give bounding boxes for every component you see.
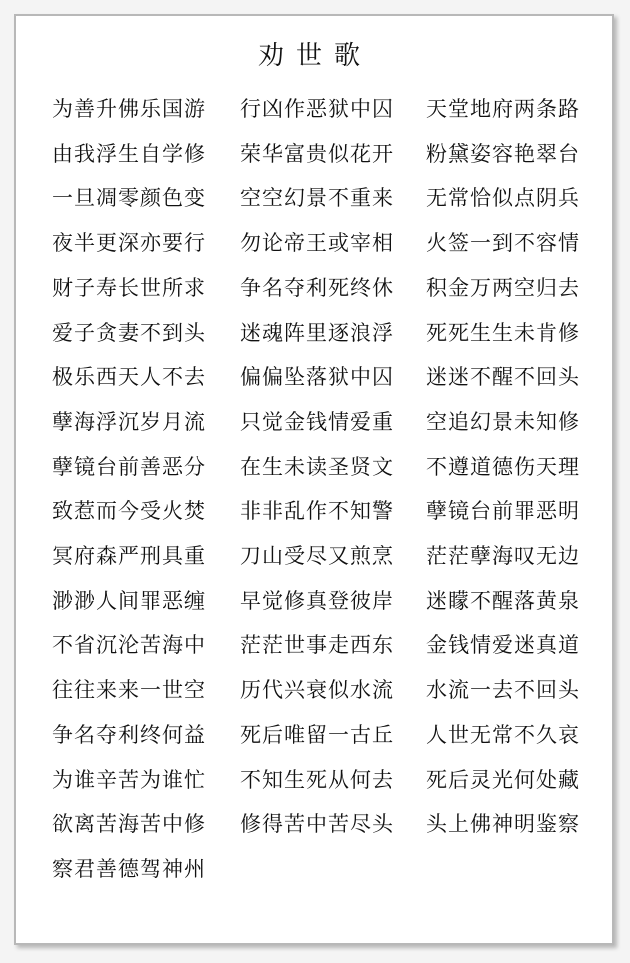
verse-line: 行凶作恶狱中囚 [240, 97, 394, 121]
verse-line: 金钱情爱迷真道 [426, 633, 580, 658]
verse-line: 天堂地府两条路 [426, 97, 580, 121]
verse-line: 迷迷不醒不回头 [426, 365, 580, 390]
verse-line: 勿论帝王或宰相 [240, 231, 394, 256]
verse-line: 孽镜台前善恶分 [52, 454, 206, 479]
verse-line: 不省沉沦苦海中 [52, 633, 206, 658]
verse-line: 为善升佛乐国游 [52, 97, 206, 121]
verse-line: 无常恰似点阴兵 [426, 186, 580, 211]
verse-line: 财子寿长世所求 [52, 275, 206, 300]
verse-line: 水流一去不回头 [426, 678, 580, 703]
verse-line: 迷魂阵里逐浪浮 [240, 320, 394, 345]
verse-line: 不遵道德伤天理 [426, 454, 580, 479]
verse-line: 迷矇不醒落黄泉 [426, 588, 580, 613]
verse-line: 茫茫孽海叹无边 [426, 544, 580, 568]
verse-line: 火签一到不容情 [426, 231, 580, 256]
verse-line: 爱子贪妻不到头 [52, 320, 206, 345]
verse-line: 荣华富贵似花开 [240, 141, 394, 166]
verse-line: 致惹而今受火焚 [52, 499, 206, 524]
verse-line: 非非乱作不知警 [240, 499, 394, 524]
verse-line: 欲离苦海苦中修 [52, 812, 206, 837]
verse-line: 人世无常不久哀 [426, 722, 580, 747]
verse-line: 一旦凋零颜色变 [52, 186, 206, 211]
page-title: 劝世歌 [257, 41, 372, 71]
verse-line: 争名夺利死终休 [240, 275, 394, 300]
verse-line: 死后灵光何处藏 [426, 767, 580, 792]
verse-line: 在生未读圣贤文 [240, 454, 394, 479]
verse-line: 渺渺人间罪恶缠 [52, 588, 206, 613]
verse-line: 争名夺利终何益 [52, 722, 206, 747]
verse-line: 冥府森严刑具重 [52, 544, 206, 568]
verse-line: 茫茫世事走西东 [240, 633, 394, 658]
verse-line: 由我浮生自学修 [52, 141, 206, 166]
verse-line: 早觉修真登彼岸 [240, 588, 394, 613]
verse-line: 头上佛神明鉴察 [426, 812, 580, 837]
verse-line: 死后唯留一古丘 [240, 722, 394, 747]
verse-line: 察君善德驾神州 [52, 856, 206, 881]
verse-line: 刀山受尽又煎烹 [240, 544, 394, 568]
verse-line: 不知生死从何去 [240, 767, 394, 792]
verse-line: 空空幻景不重来 [240, 186, 394, 211]
verse-line: 极乐西天人不去 [52, 365, 206, 390]
verse-line: 往往来来一世空 [52, 678, 206, 703]
verse-line: 历代兴衰似水流 [240, 678, 394, 703]
verse-line: 修得苦中苦尽头 [240, 812, 394, 837]
verse-line: 夜半更深亦要行 [52, 231, 206, 256]
verse-line: 粉黛姿容艳翠台 [426, 141, 580, 166]
verse-line: 为谁辛苦为谁忙 [52, 767, 206, 792]
verse-line: 偏偏坠落狱中囚 [240, 365, 394, 390]
verse-line: 孽镜台前罪恶明 [426, 499, 580, 524]
verse-line: 积金万两空归去 [426, 275, 580, 300]
verse-line: 只觉金钱情爱重 [240, 409, 394, 434]
verse-line: 死死生生未肯修 [426, 320, 580, 345]
verse-line: 空追幻景未知修 [426, 409, 580, 434]
verse-line: 孽海浮沉岁月流 [52, 409, 206, 434]
